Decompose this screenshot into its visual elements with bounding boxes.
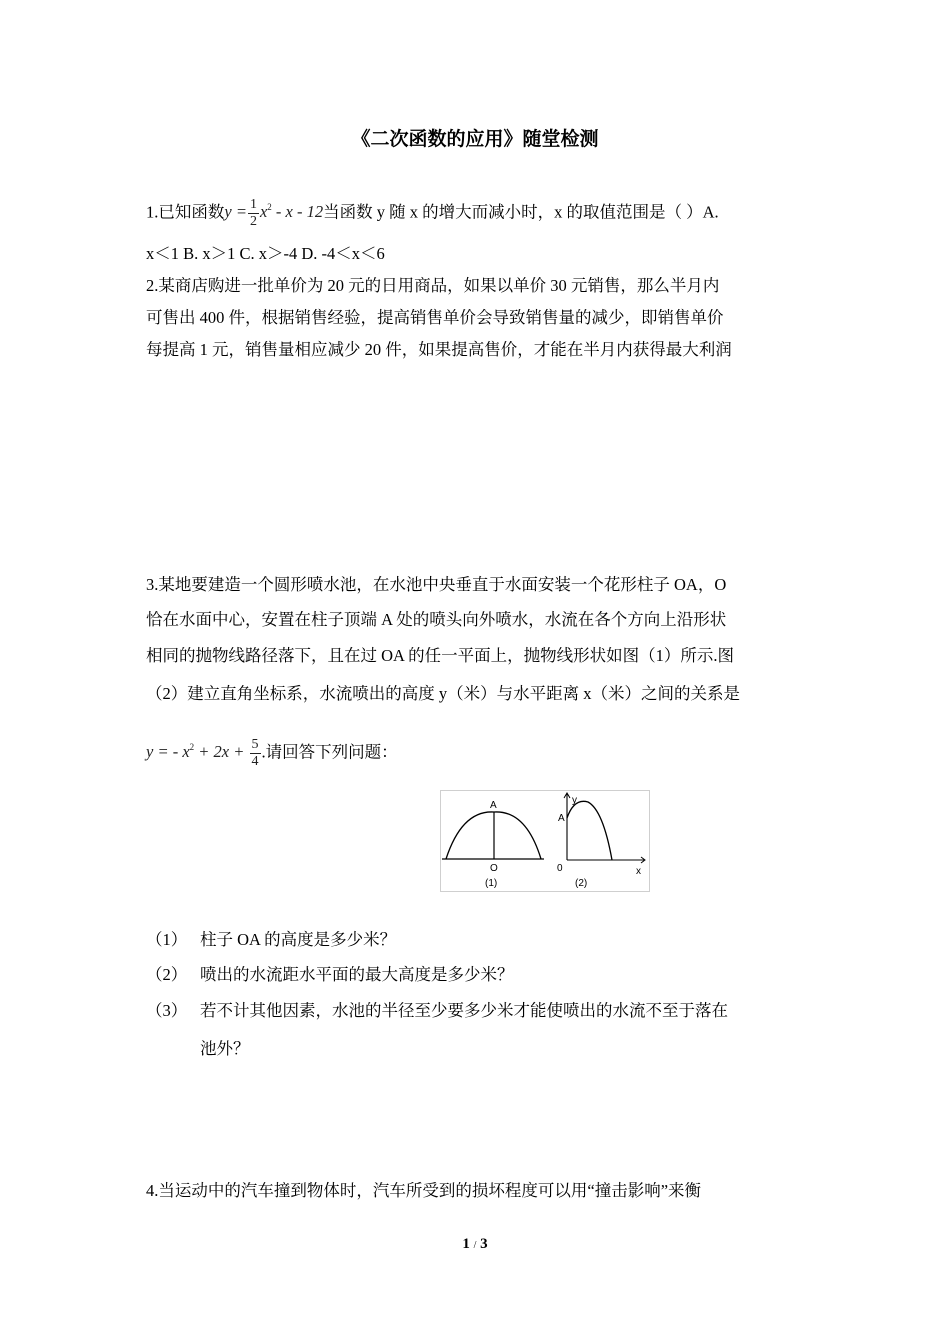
question-3-formula-line (146, 737, 808, 770)
figure-border (441, 791, 650, 892)
fig2-parabola (567, 801, 612, 860)
question-3-line-3: 相同的抛物线路径落下，且在过 OA 的任一平面上，抛物线形状如图（1）所示.图 (146, 646, 735, 665)
question-2-line-3: 每提高 1 元，销售量相应减少 20 件，如果提高售价，才能在半月内获得最大利润 (146, 340, 732, 359)
question-3-line-1: 3.某地要建造一个圆形喷水池，在水池中央垂直于水面安装一个花形柱子 OA，O (146, 575, 727, 594)
q3-sub-3: （3） 若不计其他因素，水池的半径至少要多少米才能使喷出的水流不至于落在 (146, 1001, 728, 1020)
fig1-label-a: A (490, 800, 497, 811)
q3-sub-1: （1） 柱子 OA 的高度是多少米？ (146, 930, 397, 949)
fig1-label-o: O (490, 863, 498, 874)
q3-sub-2: （2） 喷出的水流距水平面的最大高度是多少米？ (146, 965, 514, 984)
fig2-label-y: y (572, 795, 577, 806)
question-3-line-4: （2）建立直角坐标系，水流喷出的高度 y（米）与水平距离 x（米）之间的关系是 (146, 684, 740, 703)
fig2-label-x: x (636, 866, 641, 877)
fig2-label-o: 0 (557, 863, 563, 874)
fig1-left-parabola (446, 812, 494, 859)
q3-formula-suffix: .请回答下列问题： (261, 742, 398, 762)
fig2-caption: (2) (575, 878, 588, 889)
q3-fraction: $\frac{5}{4}$ (251, 737, 259, 769)
q1-formula: y = $\frac{1}{2}$ $x^2$ - x - 12 (224, 197, 324, 229)
q1-prefix: 1.已知函数 (146, 202, 225, 222)
question-2-line-2: 可售出 400 件，根据销售经验，提高销售单价会导致销售量的减少，即销售单价 (146, 308, 724, 327)
fig1-right-parabola (494, 812, 541, 859)
page-title: 《二次函数的应用》随堂检测 (351, 129, 599, 150)
fig1-caption: (1) (485, 878, 498, 889)
fountain-figure (440, 790, 650, 892)
q1-suffix: 当函数 y 随 x 的增大而减小时，x 的取值范围是（ ）A. (323, 202, 719, 222)
fig2-label-a: A (558, 813, 565, 824)
question-3-line-2: 恰在水面中心，安置在柱子顶端 A 处的喷头向外喷水，水流在各个方向上沿形状 (146, 610, 727, 629)
q3-formula: y = - $x^2 + 2x$ + $\frac{5}{4}$ (146, 737, 259, 769)
question-1-line-2: x＜1 B. x＞1 C. x＞-4 D. -4＜x＜6 (146, 244, 385, 263)
q3-sub-3-continued: 池外？ (200, 1039, 250, 1058)
question-2-line-1: 2.某商店购进一批单价为 20 元的日用商品，如果以单价 30 元销售，那么半月内 (146, 276, 720, 295)
page-number: 1 / 3 (462, 1236, 488, 1252)
question-4-line-1: 4.当运动中的汽车撞到物体时，汽车所受到的损坏程度可以用“撞击影响”来衡 (146, 1181, 702, 1200)
q1-fraction: $\frac{1}{2}$ (249, 197, 257, 229)
question-1-line-1 (146, 197, 808, 230)
